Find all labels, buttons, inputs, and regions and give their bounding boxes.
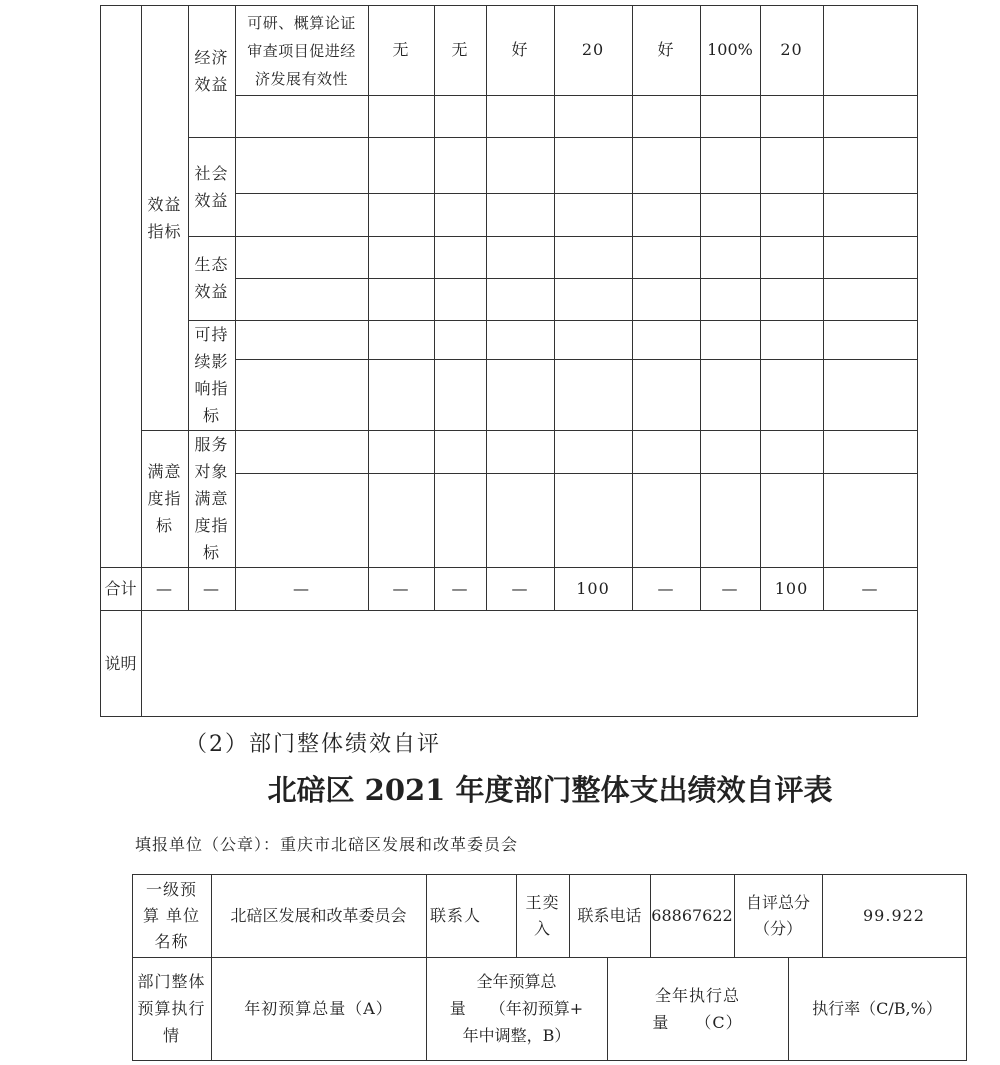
- indicator-name: 可研、概算论证 审查项目促进经 济发展有效性: [247, 14, 356, 88]
- unit-name-label: 一级预 算 单位 名称: [142, 879, 201, 951]
- row1-cell-3: 好: [511, 40, 529, 59]
- total-cell-4: 100: [576, 579, 610, 598]
- total-cell-3: —: [511, 579, 529, 598]
- phone-value: 68867622: [651, 906, 733, 925]
- total-cell-a: —: [156, 579, 173, 598]
- unit-name-value: 北碚区发展和改革委员会: [230, 906, 407, 925]
- contact-label: 联系人: [430, 906, 482, 925]
- benefit-indicator-label: 效益 指标: [147, 194, 182, 241]
- self-score-value: 99.922: [863, 906, 925, 925]
- service-satisfaction-label: 服务 对象 满意 度指 标: [194, 435, 229, 562]
- section-heading: （2）部门整体绩效自评: [185, 732, 441, 757]
- filler-unit: 填报单位（公章）：重庆市北碚区发展和改革委员会: [135, 835, 519, 854]
- row1-cell-1: 无: [392, 40, 410, 59]
- total-cell-6: —: [721, 579, 739, 598]
- note-label: 说明: [104, 653, 137, 673]
- annual-budget-header: 全年预算总 量 （年初预算+ 年中调整，B）: [449, 972, 584, 1045]
- initial-budget-header: 年初预算总量（A）: [244, 999, 393, 1018]
- self-score-label: 自评总分 （分）: [745, 892, 810, 938]
- execution-rate-header: 执行率（C/B,%）: [812, 999, 942, 1018]
- row1-cell-4: 20: [581, 40, 605, 59]
- row1-cell-2: 无: [451, 40, 469, 59]
- annual-execution-header: 全年执行总 量 （C）: [652, 985, 743, 1032]
- total-cell-8: —: [861, 579, 879, 598]
- total-cell-2: —: [451, 579, 469, 598]
- total-cell-b: —: [203, 579, 220, 598]
- total-cell-7: 100: [774, 579, 809, 598]
- ecological-benefit-label: 生态 效益: [194, 255, 229, 301]
- social-benefit-label: 社会 效益: [194, 163, 229, 210]
- row1-cell-5: 好: [657, 40, 675, 59]
- row1-cell-6: 100%: [707, 40, 753, 59]
- form-title: 北碚区 2021 年度部门整体支出绩效自评表: [267, 773, 833, 807]
- sustainable-impact-label: 可持 续影 响指 标: [194, 325, 229, 425]
- total-cell-1: —: [392, 579, 410, 598]
- satisfaction-indicator-label: 满意 度指 标: [147, 462, 182, 535]
- phone-label: 联系电话: [577, 906, 642, 925]
- total-cell-indicator: —: [293, 579, 310, 598]
- contact-value: 王奕 入: [525, 892, 560, 938]
- budget-execution-label: 部门整体 预算执行 情: [137, 972, 206, 1045]
- economic-benefit-label: 经济 效益: [194, 48, 229, 94]
- row1-cell-7: 20: [780, 40, 803, 59]
- total-label: 合计: [104, 579, 137, 598]
- total-cell-5: —: [657, 579, 675, 598]
